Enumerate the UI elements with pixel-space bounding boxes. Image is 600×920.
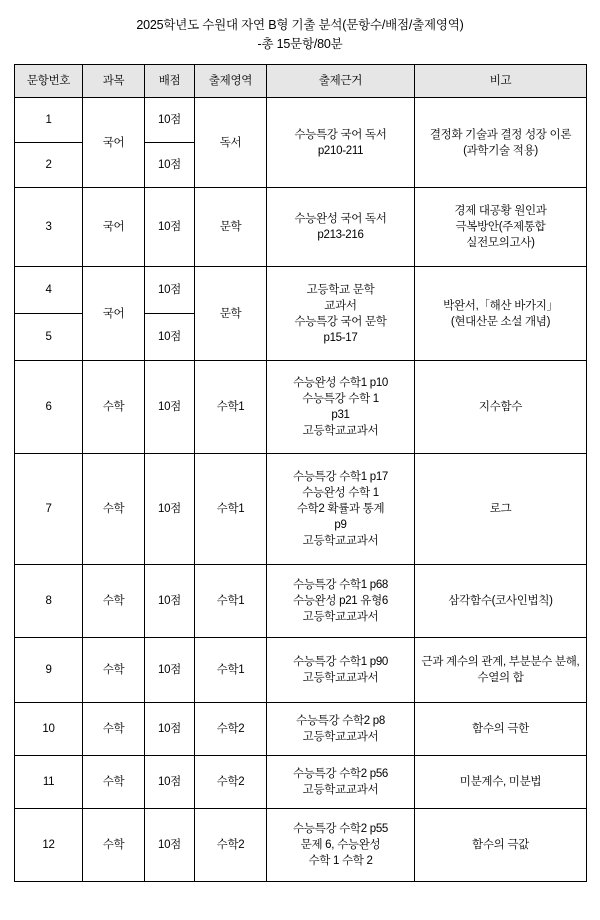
cell-score: 10점 bbox=[145, 188, 195, 267]
cell-question-number: 7 bbox=[15, 454, 83, 565]
cell-area: 문학 bbox=[195, 188, 267, 267]
cell-area: 수학1 bbox=[195, 638, 267, 703]
cell-question-number: 6 bbox=[15, 361, 83, 454]
cell-area: 수학2 bbox=[195, 703, 267, 756]
cell-note: 지수함수 bbox=[415, 361, 587, 454]
source-line: 수학 1 수학 2 bbox=[308, 855, 373, 867]
cell-note: 미분계수, 미분법 bbox=[415, 756, 587, 809]
table-row bbox=[15, 809, 587, 882]
source-line: 고등학교교과서 bbox=[302, 611, 379, 623]
table-row bbox=[15, 188, 587, 267]
page-title: 2025학년도 수원대 자연 B형 기출 분석(문항수/배점/출제영역) bbox=[136, 18, 464, 32]
source-line: 고등학교 문학 bbox=[306, 283, 375, 296]
cell-subject: 국어 bbox=[83, 267, 145, 361]
source-line: 수능특강 수학2 p56 bbox=[292, 768, 389, 780]
cell-score: 10점 bbox=[145, 703, 195, 756]
cell-subject: 수학 bbox=[83, 638, 145, 703]
cell-subject: 수학 bbox=[83, 756, 145, 809]
source-line: 수능특강 수학2 p8 bbox=[296, 715, 385, 727]
cell-source bbox=[267, 756, 415, 809]
cell-subject: 수학 bbox=[83, 454, 145, 565]
table-body bbox=[15, 98, 587, 882]
source-line: 수능완성 수학1 p10 bbox=[292, 377, 389, 389]
source-line: 고등학교교과서 bbox=[302, 672, 379, 684]
cell-score: 10점 bbox=[145, 638, 195, 703]
cell-subject: 수학 bbox=[83, 809, 145, 882]
source-line: 고등학교교과서 bbox=[302, 535, 379, 547]
cell-source bbox=[267, 361, 415, 454]
cell-area: 독서 bbox=[195, 98, 267, 188]
cell-note: 함수의 극한 bbox=[415, 703, 587, 756]
note-line: 경제 대공황 원인과 bbox=[454, 205, 547, 217]
cell-subject: 국어 bbox=[83, 98, 145, 188]
cell-question-number: 3 bbox=[15, 188, 83, 267]
cell-note: 함수의 극값 bbox=[415, 809, 587, 882]
source-line: 문제 6, 수능완성 bbox=[300, 839, 381, 851]
cell-score: 10점 bbox=[145, 98, 195, 143]
cell-subject: 수학 bbox=[83, 565, 145, 638]
note-line: (과학기술 적용) bbox=[463, 144, 538, 157]
table-row bbox=[15, 267, 587, 314]
note-line: 실전모의고사) bbox=[466, 237, 535, 249]
cell-score: 10점 bbox=[145, 361, 195, 454]
source-line: 교과서 bbox=[324, 299, 357, 312]
column-header-score: 배점 bbox=[145, 65, 195, 98]
source-line: 수능특강 수학1 p17 bbox=[292, 471, 389, 483]
cell-question-number: 11 bbox=[15, 756, 83, 809]
table-row bbox=[15, 361, 587, 454]
source-line: 수능특강 수학1 p90 bbox=[292, 656, 389, 668]
cell-question-number: 10 bbox=[15, 703, 83, 756]
cell-source bbox=[267, 267, 415, 361]
source-line: p15-17 bbox=[323, 331, 358, 344]
source-line: 수능특강 국어 독서 bbox=[294, 128, 387, 141]
table-header-row bbox=[15, 65, 587, 98]
source-line: p210-211 bbox=[317, 144, 364, 157]
cell-note bbox=[415, 188, 587, 267]
cell-area: 수학1 bbox=[195, 565, 267, 638]
table-row bbox=[15, 638, 587, 703]
cell-score: 10점 bbox=[145, 565, 195, 638]
cell-question-number: 12 bbox=[15, 809, 83, 882]
cell-source bbox=[267, 703, 415, 756]
cell-question-number: 5 bbox=[15, 314, 83, 361]
cell-source bbox=[267, 809, 415, 882]
cell-subject: 수학 bbox=[83, 361, 145, 454]
source-line: 고등학교교과서 bbox=[302, 425, 379, 437]
cell-source bbox=[267, 454, 415, 565]
cell-note bbox=[415, 98, 587, 188]
note-line: 결정화 기술과 결정 성장 이론 bbox=[429, 128, 572, 141]
column-header-subject: 과목 bbox=[83, 65, 145, 98]
source-line: 수능특강 국어 문학 bbox=[294, 315, 387, 328]
note-line: 박완서,「해산 바가지」 bbox=[443, 299, 558, 312]
note-line: 극복방안(주제통합 bbox=[455, 221, 546, 233]
cell-note: 근과 계수의 관계, 부분분수 분해, 수열의 합 bbox=[415, 638, 587, 703]
cell-score: 10점 bbox=[145, 267, 195, 314]
source-line: p9 bbox=[334, 519, 347, 531]
source-line: 수능특강 수학2 p55 bbox=[292, 823, 389, 835]
table-row bbox=[15, 756, 587, 809]
cell-area: 수학2 bbox=[195, 809, 267, 882]
cell-question-number: 9 bbox=[15, 638, 83, 703]
cell-area: 문학 bbox=[195, 267, 267, 361]
table-row bbox=[15, 98, 587, 143]
cell-source bbox=[267, 565, 415, 638]
source-line: 수능특강 수학 1 bbox=[302, 393, 379, 405]
cell-area: 수학2 bbox=[195, 756, 267, 809]
table-row bbox=[15, 454, 587, 565]
source-line: 수학2 확률과 통계 bbox=[296, 503, 385, 515]
cell-score: 10점 bbox=[145, 756, 195, 809]
cell-source bbox=[267, 638, 415, 703]
source-line: p31 bbox=[331, 409, 350, 421]
column-header-question-number: 문항번호 bbox=[15, 65, 83, 98]
cell-score: 10점 bbox=[145, 809, 195, 882]
cell-score: 10점 bbox=[145, 143, 195, 188]
column-header-area: 출제영역 bbox=[195, 65, 267, 98]
cell-area: 수학1 bbox=[195, 454, 267, 565]
cell-area: 수학1 bbox=[195, 361, 267, 454]
cell-note: 삼각함수(코사인법칙) bbox=[415, 565, 587, 638]
cell-question-number: 4 bbox=[15, 267, 83, 314]
cell-source bbox=[267, 188, 415, 267]
cell-source bbox=[267, 98, 415, 188]
table-row bbox=[15, 565, 587, 638]
cell-subject: 국어 bbox=[83, 188, 145, 267]
cell-question-number: 1 bbox=[15, 98, 83, 143]
source-line: 수능완성 p21 유형6 bbox=[292, 595, 389, 607]
source-line: 수능완성 국어 독서 bbox=[294, 213, 387, 225]
page-subtitle: -총 15문항/80분 bbox=[257, 37, 343, 51]
source-line: 고등학교교과서 bbox=[302, 731, 379, 743]
cell-note bbox=[415, 267, 587, 361]
cell-score: 10점 bbox=[145, 454, 195, 565]
table-row bbox=[15, 703, 587, 756]
cell-score: 10점 bbox=[145, 314, 195, 361]
source-line: 수능특강 수학1 p68 bbox=[292, 579, 389, 591]
column-header-note: 비고 bbox=[415, 65, 587, 98]
cell-subject: 수학 bbox=[83, 703, 145, 756]
column-header-source: 출제근거 bbox=[267, 65, 415, 98]
source-line: p213-216 bbox=[317, 229, 364, 241]
cell-question-number: 2 bbox=[15, 143, 83, 188]
cell-question-number: 8 bbox=[15, 565, 83, 638]
cell-note: 로그 bbox=[415, 454, 587, 565]
note-line: (현대산문 소설 개념) bbox=[450, 315, 551, 328]
source-line: 수능완성 수학 1 bbox=[302, 487, 379, 499]
exam-analysis-table bbox=[14, 64, 587, 882]
source-line: 고등학교교과서 bbox=[302, 784, 379, 796]
